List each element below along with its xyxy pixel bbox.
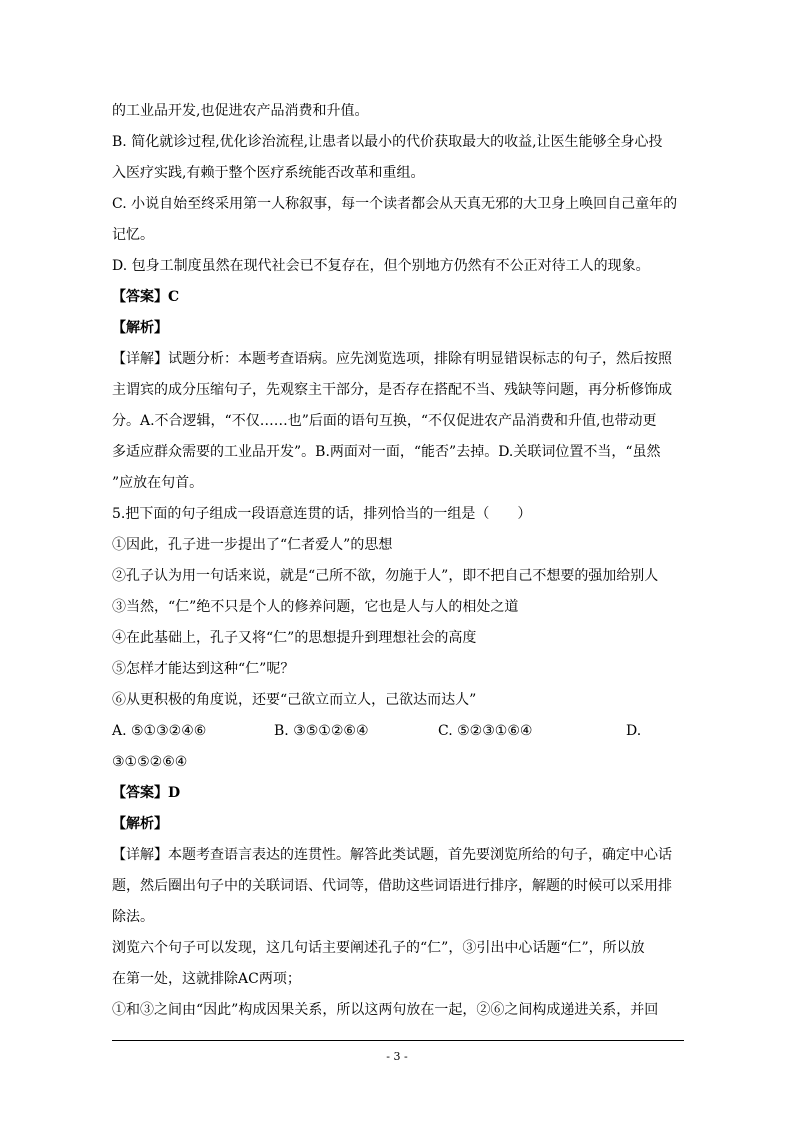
document-body (112, 96, 684, 1026)
option-b-line: B. 简化就诊过程,优化诊治流程,让患者以最小的代价获取最大的收益,让医生能够全身心投 (112, 134, 663, 150)
option-d-value: ③①⑤②⑥④ (112, 754, 188, 770)
answer-label: 【答案】D (112, 785, 181, 801)
text-line: 记忆。 (112, 227, 154, 243)
sentence-5: ⑤怎样才能达到这种“仁”呢？ (112, 661, 295, 677)
explanation-line: 多适应群众需要的工业品开发”。B.两面对一面，“能否”去掉。D.关联词位置不当，“虽然 (112, 444, 661, 460)
explanation-line: 在第一处，这就排除AC两项； (112, 971, 301, 987)
explanation-line: 【详解】试题分析：本题考查语病。应先浏览选项，排除有明显错误标志的句子，然后按照 (112, 351, 672, 367)
option-b: B. ③⑤①②⑥④ (274, 723, 369, 739)
explanation-line: ”应放在句首。 (112, 475, 204, 491)
option-d-line: D. 包身工制度虽然在现代社会已不复存在，但个别地方仍然有不公正对待工人的现象。 (112, 258, 650, 274)
explanation-line: 题，然后圈出句子中的关联词语、代词等，借助这些词语进行排序，解题的时候可以采用排 (112, 878, 672, 894)
analysis-label: 【解析】 (112, 816, 168, 832)
option-d: D. (626, 723, 642, 739)
option-c-line: C. 小说自始至终采用第一人称叙事，每一个读者都会从天真无邪的大卫身上唤回自己童年的 (112, 196, 678, 212)
sentence-3: ③当然，“仁”绝不只是个人的修养问题，它也是人与人的相处之道 (112, 599, 519, 615)
analysis-label: 【解析】 (112, 320, 168, 336)
page-number: - 3 - (386, 1050, 408, 1063)
option-c: C. ⑤②③①⑥④ (438, 723, 533, 739)
text-line: 的工业品开发,也促进农产品消费和升值。 (112, 103, 369, 119)
footer-divider (112, 1040, 684, 1041)
sentence-4: ④在此基础上，孔子又将“仁”的思想提升到理想社会的高度 (112, 630, 477, 646)
explanation-line: 除法。 (112, 909, 154, 925)
option-a: A. ⑤①③②④⑥ (112, 723, 207, 739)
explanation-line: 【详解】本题考查语言表达的连贯性。解答此类试题，首先要浏览所给的句子，确定中心话 (112, 847, 672, 863)
sentence-6: ⑥从更积极的角度说，还要“己欲立而立人，己欲达而达人” (112, 692, 477, 708)
explanation-line: 分。A.不合逻辑，“不仅……也”后面的语句互换，“不仅促进农产品消费和升值,也带动更 (112, 413, 657, 429)
question-5-title: 5.把下面的句子组成一段语意连贯的话，排列恰当的一组是（ ） (112, 506, 532, 522)
answer-label: 【答案】C (112, 289, 180, 305)
explanation-line: 浏览六个句子可以发现，这几句话主要阐述孔子的“仁”，③引出中心话题“仁”，所以放 (112, 940, 645, 956)
answer-options (112, 716, 684, 747)
explanation-line: 主谓宾的成分压缩句子，先观察主干部分，是否存在搭配不当、残缺等问题，再分析修饰成 (112, 382, 672, 398)
sentence-1: ①因此，孔子进一步提出了“仁者爱人”的思想 (112, 537, 393, 553)
sentence-2: ②孔子认为用一句话来说，就是“己所不欲，勿施于人”，即不把自己不想要的强加给别人 (112, 568, 659, 584)
explanation-line: ①和③之间由“因此”构成因果关系，所以这两句放在一起，②⑥之间构成递进关系，并回 (112, 1002, 659, 1018)
text-line: 入医疗实践,有赖于整个医疗系统能否改革和重组。 (112, 165, 425, 181)
